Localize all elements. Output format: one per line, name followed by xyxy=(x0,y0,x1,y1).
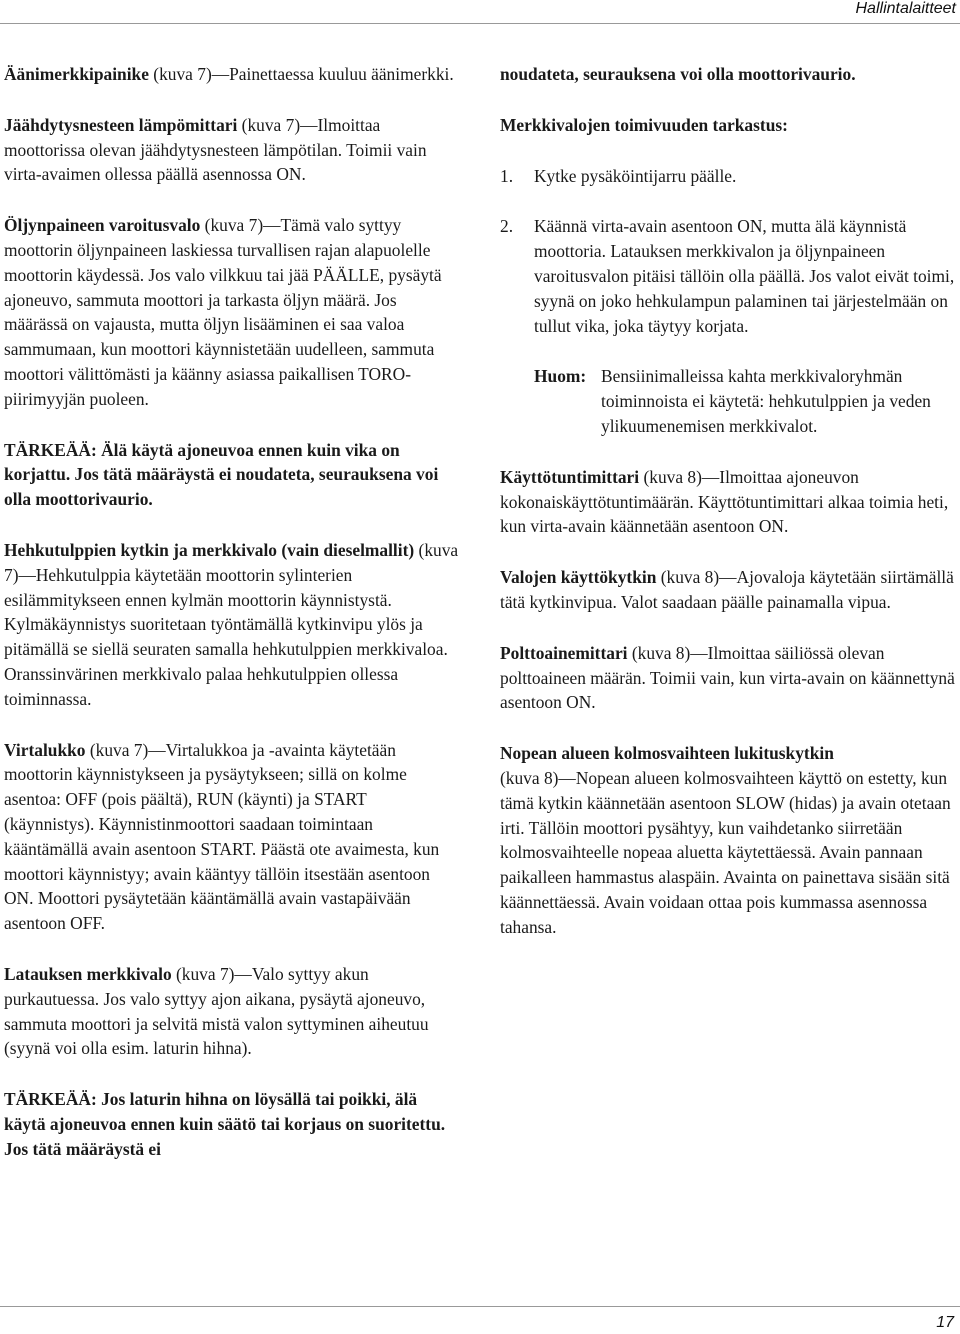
glow-plug-heading: Hehkutulppien kytkin ja merkkivalo (vain dieselmallit) xyxy=(4,539,415,560)
fuel-gauge-paragraph xyxy=(500,641,956,715)
ignition-body: (kuva 7)—Virtalukkoa ja -avainta käytetään moottorin käynnistykseen ja pysäytykseen; sillä on kolme asentoa: OFF (pois päältä), RUN (käynti) ja START (käynnistys). Käynnistinmoottori saadaan toimintaan kääntämällä avain asentoon START. Päästä ote avaimesta, kun moottori käynnistyy; avain kääntyy tällöin itsestään asentoon ON. Moottori pysäytetään kääntämällä avain vastapäivään asentoon OFF. xyxy=(4,739,440,934)
important-note-alternator-belt: TÄRKEÄÄ: Jos laturin hihna on löysällä tai poikki, älä käytä ajoneuvoa ennen kuin säätö tai korjaus on suoritettu. Jos tätä määräystä ei xyxy=(4,1089,446,1159)
step-number: 2. xyxy=(500,216,514,237)
horn-body: (kuva 7)—Painettaessa kuuluu äänimerkki. xyxy=(148,64,454,84)
fuel-gauge-body: (kuva 8)—Ilmoittaa säiliössä olevan polttoaineen määrän. Toimii vain, kun virta-avain on käännettynä asentoon ON. xyxy=(500,642,955,713)
note-text: Bensiinimalleissa kahta merkkivaloryhmän toiminnoista ei käytetä: hehkutulppien ja veden ylikuumenemisen merkkivalot. xyxy=(601,366,931,436)
step-number: 1. xyxy=(500,165,514,186)
step-item xyxy=(500,214,956,338)
hour-meter-body: (kuva 8)—Ilmoittaa ajoneuvon kokonaiskäyttötuntimäärän. Käyttötuntimittari alkaa toimia heti, kun virta-avain käännetään asentoon ON. xyxy=(500,466,949,537)
right-column xyxy=(500,62,956,966)
step-item xyxy=(500,164,956,189)
light-check-steps xyxy=(500,164,956,339)
important-note-continuation: noudateta, seurauksena voi olla moottorivaurio. xyxy=(500,64,856,84)
footer-divider xyxy=(0,1306,960,1307)
ignition-heading: Virtalukko xyxy=(4,739,86,760)
oil-pressure-heading: Öljynpaineen varoitusvalo xyxy=(4,215,201,236)
note-label: Huom: xyxy=(534,366,587,387)
step-text: Käännä virta-avain asentoon ON, mutta älä käynnistä moottoria. Latauksen merkkivalon ja öljynpaineen varoitusvalon pitäisi tällöin olla päällä. Jos valot eivät toimi, syynä on joko hehkulampun palaminen tai järjestelmään on tullut vika, joka täytyy korjata. xyxy=(534,216,955,336)
hi-lo-lockout-paragraph xyxy=(500,741,956,939)
important-note-engine-damage: TÄRKEÄÄ: Älä käytä ajoneuvoa ennen kuin vika on korjattu. Jos tätä määräystä ei noudateta, seurauksena voi olla moottorivaurio. xyxy=(4,439,439,510)
glow-plug-body: (kuva 7)—Hehkutulppia käytetään moottorin sylinterien esilämmitykseen ennen kylmän moottorin käynnistystä. Kylmäkäynnistys suoritetaan työntämällä kytkinvipu ylös ja pitämällä se siellä seuraten samalla hehkutulppien merkkivaloa. Oranssinvärinen merkkivalo palaa hehkutulppien ollessa toiminnassa. xyxy=(4,539,459,709)
oil-pressure-body: (kuva 7)—Tämä valo syttyy moottorin öljynpaineen laskiessa turvallisen rajan alapuolelle moottorin käydessä. Jos valo vilkkuu tai jää PÄÄLLE, pysäytä ajoneuvo, sammuta moottori ja tarkasta öljyn määrä. Jos määrässä on vajausta, mutta öljyn lisääminen ei saa valoa sammumaan, kun moottori käynnistetään uudelleen, sammuta moottori välittömästi ja käänny asiassa paikallisen TORO-piirimyyjän puoleen. xyxy=(4,215,442,409)
horn-heading: Äänimerkkipainike xyxy=(4,64,149,84)
hi-lo-lockout-body: (kuva 8)—Nopean alueen kolmosvaihteen käyttö on estetty, kun tämä kytkin käännetään asentoon SLOW (hidas) ja avain otetaan irti. Tällöin moottori pysähtyy, kun vaihdetanko siirretään kolmosvaihteelle nopeaa aluetta käytettäessä. Avain pannaan paikalleen hammastus alaspäin. Avainta on painettava sisään sitä käännettäessä. Avain voidaan ottaa pois kummassa asennossa tahansa. xyxy=(500,767,951,937)
gasoline-model-note xyxy=(534,364,956,438)
fuel-gauge-heading: Polttoainemittari xyxy=(500,642,628,663)
hi-lo-lockout-heading: Nopean alueen kolmosvaihteen lukituskytkin xyxy=(500,743,834,764)
coolant-gauge-body: (kuva 7)—Ilmoittaa moottorissa olevan jäähdytysnesteen lämpötilan. Toimii vain virta-avaimen ollessa päällä asennossa ON. xyxy=(4,114,427,185)
charge-light-paragraph xyxy=(4,962,460,1061)
oil-pressure-paragraph xyxy=(4,213,460,411)
coolant-gauge-heading: Jäähdytysnesteen lämpömittari xyxy=(4,114,238,135)
ignition-paragraph xyxy=(4,738,460,936)
light-switch-heading: Valojen käyttökytkin xyxy=(500,567,657,588)
hour-meter-heading: Käyttötuntimittari xyxy=(500,466,640,487)
hour-meter-paragraph xyxy=(500,465,956,539)
light-switch-paragraph xyxy=(500,565,956,615)
light-switch-body: (kuva 8)—Ajovaloja käytetään siirtämällä tätä kytkinvipua. Valot saadaan päälle painamalla vipua. xyxy=(500,567,954,612)
light-check-heading: Merkkivalojen toimivuuden tarkastus: xyxy=(500,114,788,135)
section-title: Hallintalaitteet xyxy=(855,0,956,17)
glow-plug-paragraph xyxy=(4,538,460,712)
step-text: Kytke pysäköintijarru päälle. xyxy=(534,165,737,186)
charge-light-heading: Latauksen merkkivalo xyxy=(4,963,172,984)
horn-paragraph xyxy=(4,62,460,87)
charge-light-body: (kuva 7)—Valo syttyy akun purkautuessa. Jos valo syttyy ajon aikana, pysäytä ajoneuvo, sammuta moottori ja selvitä mistä valon syttyminen aiheutuu (syynä voi olla esim. laturin hihna). xyxy=(4,963,429,1059)
left-column xyxy=(4,62,460,1187)
coolant-gauge-paragraph xyxy=(4,113,460,187)
header-divider xyxy=(0,23,960,24)
page-number: 17 xyxy=(936,1314,954,1331)
